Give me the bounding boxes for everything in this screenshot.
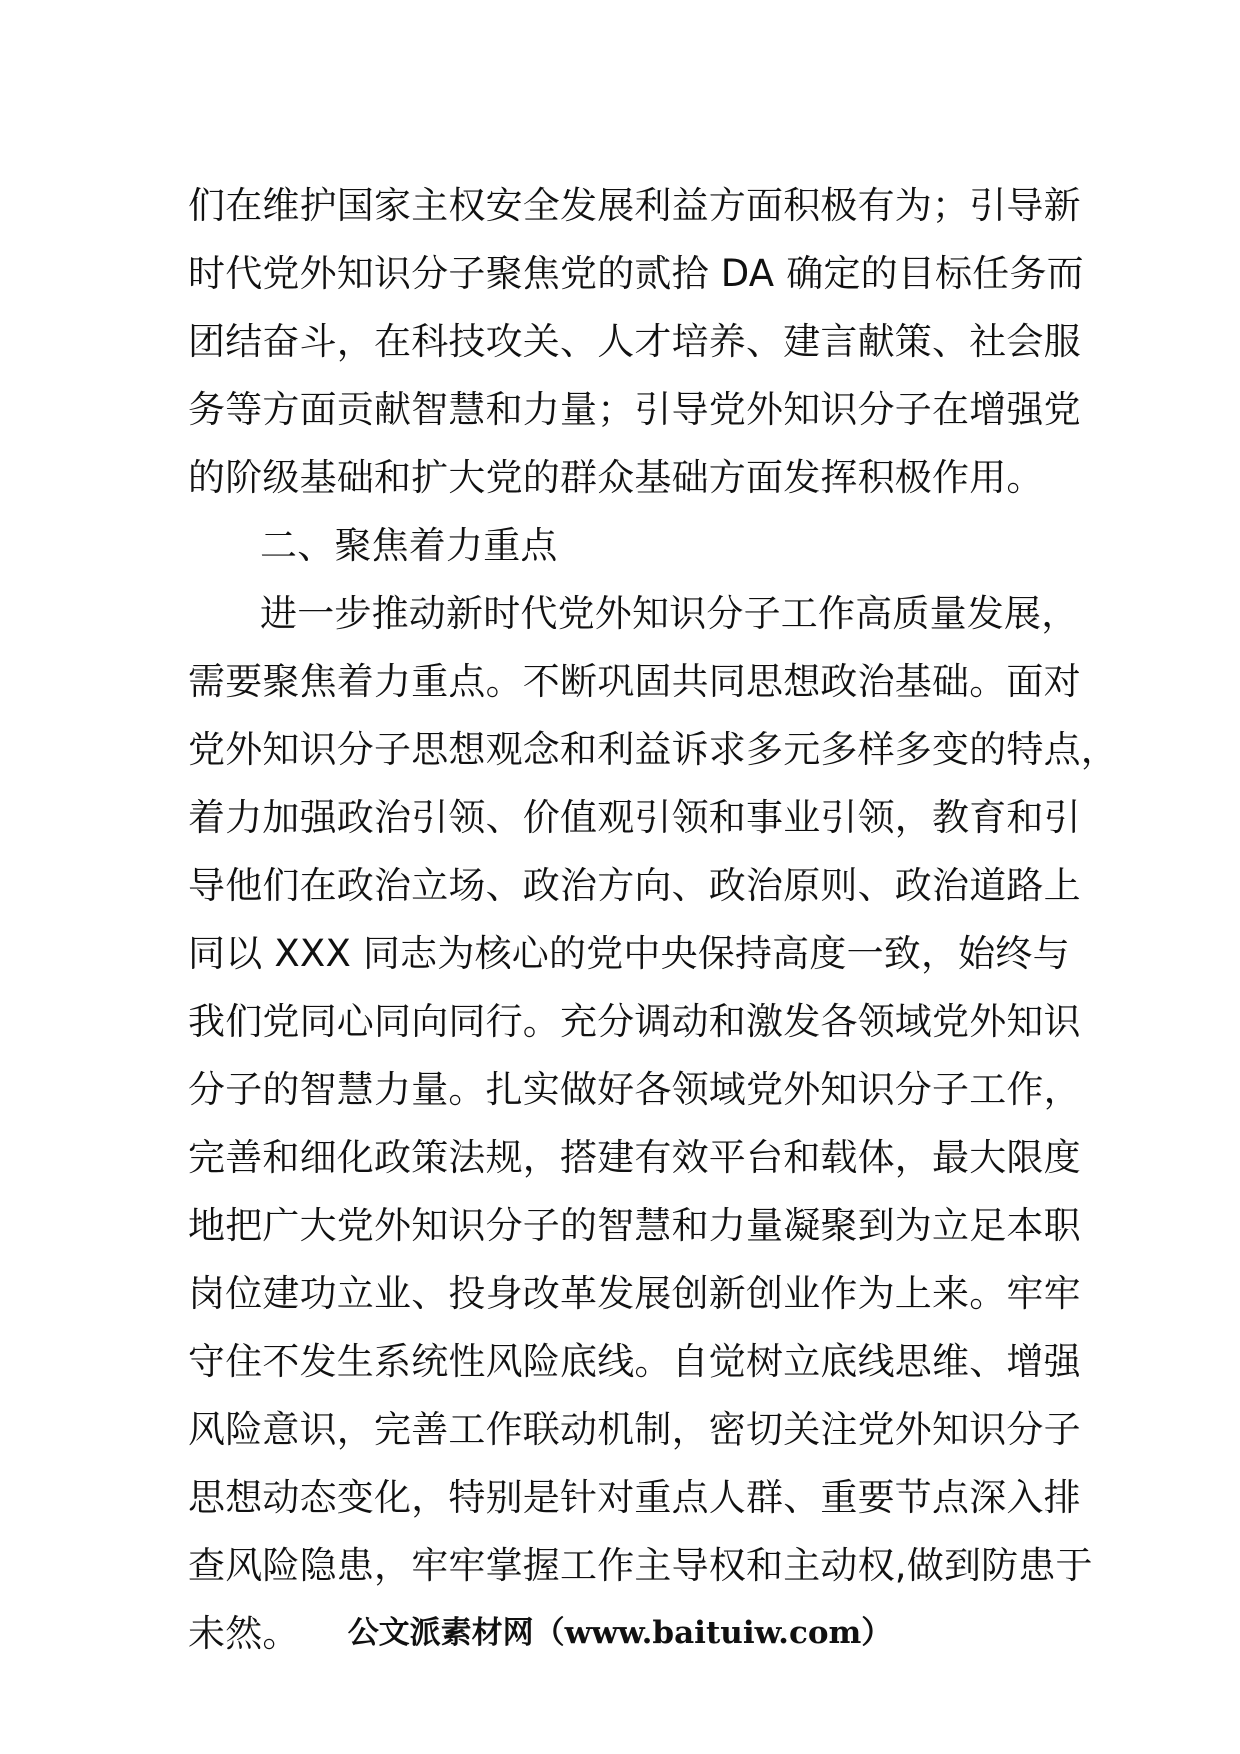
text-line: 导他们在政治立场、政治方向、政治原则、政治道路上 — [188, 864, 1081, 907]
text-line: 党外知识分子思想观念和利益诉求多元多样多变的特点， — [188, 728, 1118, 771]
section-heading: 二、聚焦着力重点 — [260, 524, 558, 567]
text-line: 查风险隐患，牢牢掌握工作主导权和主动权,做到防患于 — [188, 1544, 1093, 1587]
text-line: 需要聚焦着力重点。不断巩固共同思想政治基础。面对 — [188, 660, 1081, 703]
text-line: 分子的智慧力量。扎实做好各领域党外知识分子工作， — [188, 1068, 1081, 1111]
text-line: 完善和细化政策法规，搭建有效平台和载体，最大限度 — [188, 1136, 1081, 1179]
footer-source: 公文派素材网（www.baituiw.com） — [347, 1615, 893, 1651]
text-line: 们在维护国家主权安全发展利益方面积极有为；引导新 — [188, 184, 1081, 227]
text-line: 着力加强政治引领、价值观引领和事业引领，教育和引 — [188, 796, 1081, 839]
text-line: 同以 XXX 同志为核心的党中央保持高度一致，始终与 — [188, 932, 1070, 975]
text-line: 思想动态变化，特别是针对重点人群、重要节点深入排 — [188, 1476, 1081, 1519]
text-line: 团结奋斗，在科技攻关、人才培养、建言献策、社会服 — [188, 320, 1081, 363]
text-line: 务等方面贡献智慧和力量；引导党外知识分子在增强党 — [188, 388, 1081, 431]
text-line: 时代党外知识分子聚焦党的贰拾 DA 确定的目标任务而 — [188, 252, 1084, 295]
text-line: 地把广大党外知识分子的智慧和力量凝聚到为立足本职 — [188, 1204, 1081, 1247]
text-line: 的阶级基础和扩大党的群众基础方面发挥积极作用。 — [188, 456, 1044, 499]
text-line: 未然。 — [188, 1612, 300, 1655]
text-line: 守住不发生系统性风险底线。自觉树立底线思维、增强 — [188, 1340, 1081, 1383]
document-body — [188, 172, 1118, 1668]
text-line: 我们党同心同向同行。充分调动和激发各领域党外知识 — [188, 1000, 1081, 1043]
text-line: 进一步推动新时代党外知识分子工作高质量发展， — [260, 592, 1079, 635]
text-line: 风险意识，完善工作联动机制，密切关注党外知识分子 — [188, 1408, 1081, 1451]
text-line: 岗位建功立业、投身改革发展创新创业作为上来。牢牢 — [188, 1272, 1081, 1315]
